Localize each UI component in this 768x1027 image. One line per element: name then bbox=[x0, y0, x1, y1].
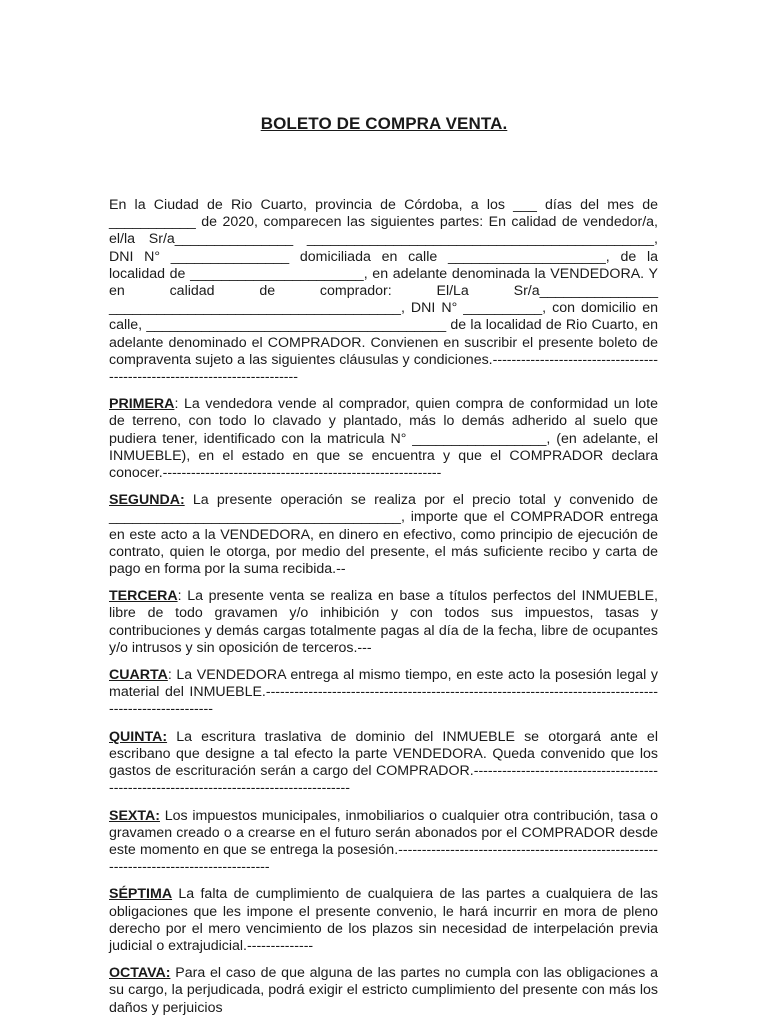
clause-separator bbox=[167, 729, 176, 745]
document-body bbox=[109, 197, 658, 1027]
clause-primera bbox=[109, 396, 658, 482]
clause-segunda bbox=[109, 492, 658, 578]
clause-label: OCTAVA: bbox=[109, 965, 171, 982]
clause-text: La escritura traslativa de dominio del INMUEBLE se otorgará ante el escribano que designe a tal efecto la parte VENDEDORA. Queda convenido que los gastos de escrituración serán a cargo del COMPRADOR.------------------------------------------------------------------------------------------ bbox=[109, 728, 658, 797]
clause-text: La presente operación se realiza por el precio total y convenido de _____________________________________, importe que el COMPRADOR entrega en este acto a la VENDEDORA, en dinero en efectivo, como principio de ejecución de contrato, quien le otorga, por medio del presente, el más suficiente recibo y carta de pago en forma por la suma recibida.-- bbox=[109, 492, 658, 578]
clause-separator: : bbox=[174, 396, 184, 413]
clause-text: La falta de cumplimiento de cualquiera de las partes a cualquiera de las obligaciones que les impone el presente convenio, le hará incurrir en mora de pleno derecho por el mero vencimiento de los plazos sin necesidad de interpelación previa judicial o extrajudicial.-------------- bbox=[109, 886, 658, 954]
clause-separator bbox=[185, 492, 193, 508]
clause-cuarta bbox=[109, 667, 658, 719]
intro-paragraph: En la Ciudad de Rio Cuarto, provincia de Córdoba, a los ___ días del mes de ___________ de 2020, comparecen las siguientes partes: En calidad de vendedor/a, el/la Sr/a_______________ ____________________________________________, DNI N° _______________ domiciliada en calle ____________________, de la localidad de ______________________, en adelante denominada la VENDEDORA. Y en calidad de comprador: El/La Sr/a_______________ _____________________________________, DNI N° __________, con domicilio en calle, ______________________________________ de la localidad de Rio Cuarto, en adelante denominado el COMPRADOR. Convienen en suscribir el presente boleto de compraventa sujeto a las siguientes cláusulas y condiciones.--------------------------------------------------------------------------- bbox=[109, 197, 658, 386]
clause-septima bbox=[109, 886, 658, 955]
document-title: BOLETO DE COMPRA VENTA. bbox=[260, 114, 508, 133]
clause-text: Los impuestos municipales, inmobiliarios o cualquier otra contribución, tasa o gravamen creado o a crearse en el futuro serán abonados por el COMPRADOR desde este momento en que se entrega la posesión.----------------------------------------------------------------------------------------- bbox=[109, 807, 658, 876]
clause-text: La vendedora vende al comprador, quien compra de conformidad un lote de terreno, con todo lo clavado y plantado, más lo demás adherido al suelo que pudiera tener, identificado con la matricula N° _________________, (en adelante, el INMUEBLE), en el estado en que se encuentra y que el COMPRADOR declara conocer.----------------------------------------------------------- bbox=[109, 396, 658, 482]
clause-tercera bbox=[109, 588, 658, 657]
clause-label: TERCERA bbox=[109, 588, 178, 605]
clause-label: PRIMERA bbox=[109, 396, 175, 413]
clause-label: CUARTA bbox=[109, 667, 168, 684]
clause-quinta bbox=[109, 729, 658, 798]
clause-separator: : bbox=[177, 588, 188, 605]
clause-octava bbox=[109, 965, 658, 1017]
clause-label: SÉPTIMA bbox=[109, 886, 173, 903]
clause-separator: : bbox=[167, 667, 177, 684]
clause-label: SEGUNDA: bbox=[109, 492, 185, 509]
clause-text: Para el caso de que alguna de las partes no cumpla con las obligaciones a su cargo, la perjudicada, podrá exigir el estricto cumplimiento del presente con más los daños y perjuicios bbox=[109, 965, 658, 1016]
clause-label: QUINTA: bbox=[109, 728, 168, 745]
clause-sexta bbox=[109, 808, 658, 877]
clause-label: SEXTA: bbox=[109, 807, 160, 824]
clause-text: La presente venta se realiza en base a títulos perfectos del INMUEBLE, libre de todo gravamen y/o inhibición y con todos sus impuestos, tasas y contribuciones y demás cargas totalmente pagas al día de la fecha, libre de ocupantes y/o intrusos y sin oposición de terceros.--- bbox=[109, 588, 658, 656]
clause-text: La VENDEDORA entrega al mismo tiempo, en este acto la posesión legal y material del INMUEBLE.--------------------------------------------------------------------------------------------------------- bbox=[109, 667, 658, 718]
